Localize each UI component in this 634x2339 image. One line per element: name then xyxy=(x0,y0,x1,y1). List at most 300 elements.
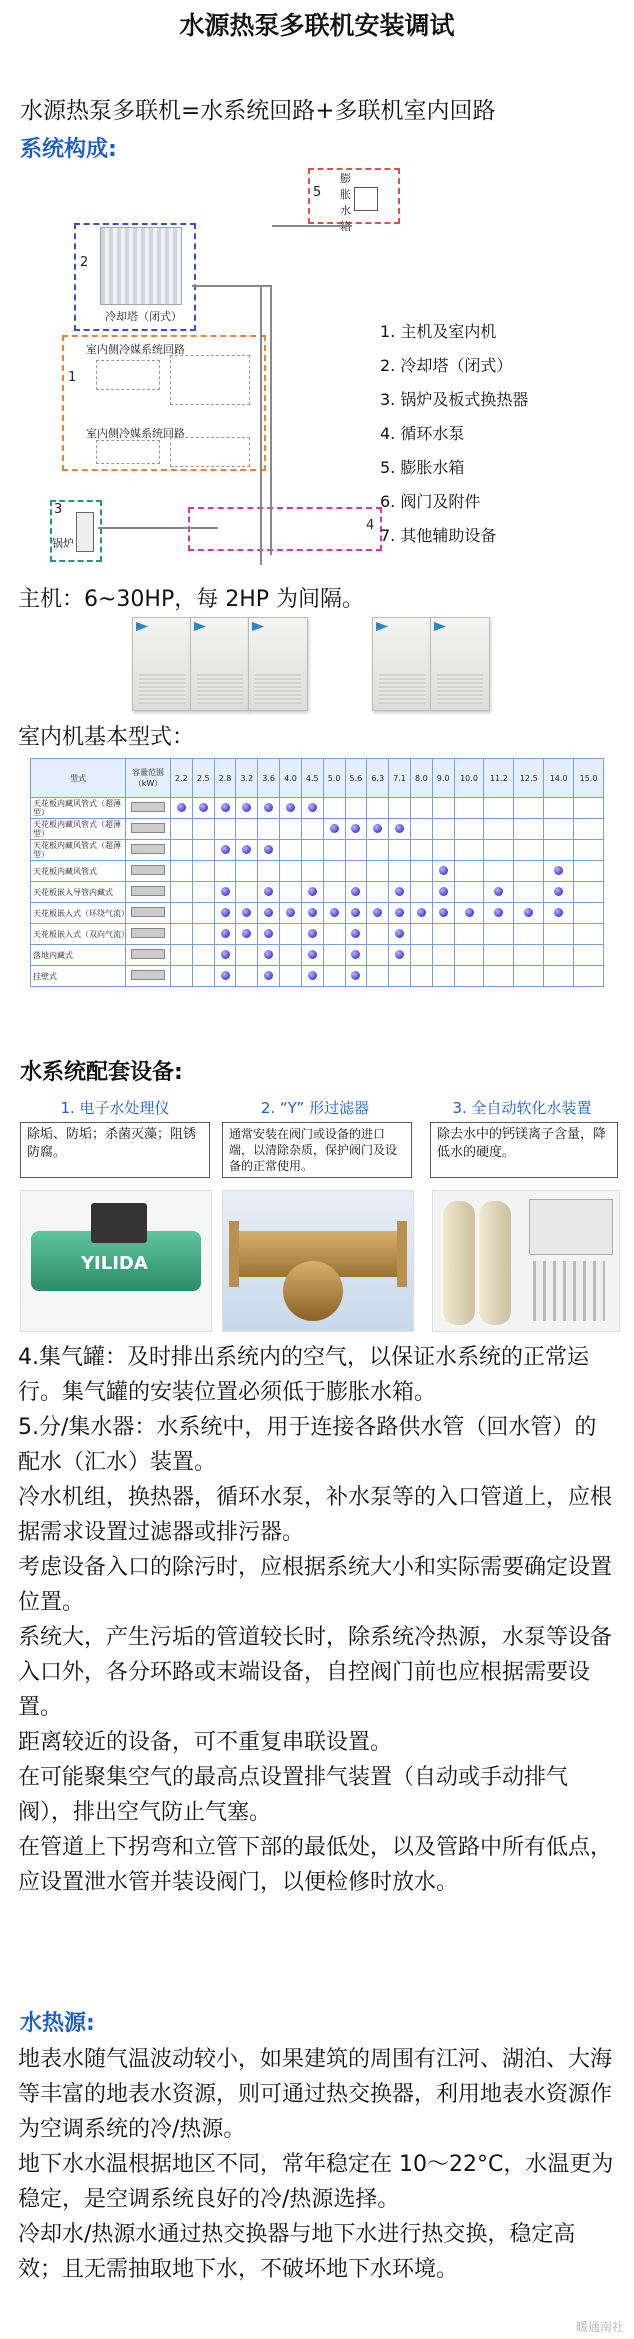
capacity-cell xyxy=(484,924,514,945)
capacity-cell xyxy=(301,903,323,924)
section-water-equipment: 水系统配套设备: xyxy=(20,1060,183,1085)
capacity-cell xyxy=(214,840,236,861)
capacity-cell xyxy=(454,966,484,987)
paragraph: 距离较近的设备，可不重复串联设置。 xyxy=(18,1730,393,1755)
equipment-heading: 3. 全自动软化水装置 xyxy=(452,1099,592,1117)
capacity-cell xyxy=(574,966,604,987)
capacity-cell xyxy=(484,798,514,819)
system-diagram xyxy=(52,165,375,565)
capacity-cell xyxy=(323,945,345,966)
capacity-cell xyxy=(454,861,484,882)
available-dot-icon xyxy=(330,908,339,917)
capacity-cell xyxy=(484,903,514,924)
available-dot-icon xyxy=(264,908,273,917)
unit-type-icon xyxy=(126,924,171,945)
capacity-header: 15.0 xyxy=(574,759,604,798)
capacity-cell xyxy=(367,861,389,882)
available-dot-icon xyxy=(524,908,533,917)
available-dot-icon xyxy=(330,824,339,833)
legend-item: 1. 主机及室内机 xyxy=(380,322,497,341)
capacity-cell xyxy=(389,882,411,903)
capacity-cell xyxy=(236,924,258,945)
capacity-cell xyxy=(454,819,484,840)
capacity-cell xyxy=(258,966,280,987)
capacity-header: 9.0 xyxy=(432,759,454,798)
main-unit-text: 主机：6~30HP，每 2HP 为间隔。 xyxy=(18,587,365,612)
capacity-cell xyxy=(214,924,236,945)
capacity-cell xyxy=(192,945,214,966)
water-pipe xyxy=(192,285,272,287)
available-dot-icon xyxy=(308,908,317,917)
capacity-cell xyxy=(323,861,345,882)
paragraph: 考虑设备入口的除污时，应根据系统大小和实际需要确定设置位置。 xyxy=(18,1555,613,1615)
capacity-cell xyxy=(192,819,214,840)
capacity-cell xyxy=(410,819,432,840)
paragraph-block xyxy=(18,2042,618,2287)
capacity-cell xyxy=(192,903,214,924)
capacity-cell xyxy=(192,861,214,882)
equipment-description: 除去水中的钙镁离子含量，降低水的硬度。 xyxy=(430,1122,618,1178)
available-dot-icon xyxy=(494,887,503,896)
table-header-row xyxy=(31,759,604,798)
capacity-cell xyxy=(214,966,236,987)
capacity-cell xyxy=(367,819,389,840)
capacity-cell xyxy=(345,840,367,861)
available-dot-icon xyxy=(264,803,273,812)
capacity-cell xyxy=(214,798,236,819)
capacity-cell xyxy=(236,966,258,987)
capacity-header: 8.0 xyxy=(410,759,432,798)
capacity-cell xyxy=(171,966,193,987)
capacity-cell xyxy=(301,861,323,882)
capacity-header: 6.3 xyxy=(367,759,389,798)
capacity-cell xyxy=(544,924,574,945)
available-dot-icon xyxy=(373,824,382,833)
capacity-cell xyxy=(280,861,302,882)
indoor-unit-table xyxy=(30,758,604,987)
capacity-cell xyxy=(544,861,574,882)
available-dot-icon xyxy=(242,845,251,854)
capacity-cell xyxy=(236,840,258,861)
capacity-cell xyxy=(280,840,302,861)
capacity-cell xyxy=(574,861,604,882)
capacity-cell xyxy=(367,798,389,819)
capacity-cell xyxy=(514,903,544,924)
capacity-cell xyxy=(389,966,411,987)
capacity-cell xyxy=(323,840,345,861)
capacity-cell xyxy=(236,903,258,924)
equipment-description: 除垢、防垢；杀菌灭藻；阻锈防腐。 xyxy=(20,1122,210,1178)
y-strainer-image xyxy=(222,1190,414,1332)
available-dot-icon xyxy=(242,803,251,812)
legend-item: 6. 阀门及附件 xyxy=(380,492,481,511)
available-dot-icon xyxy=(351,950,360,959)
capacity-cell xyxy=(236,798,258,819)
available-dot-icon xyxy=(351,824,360,833)
capacity-cell xyxy=(544,945,574,966)
capacity-cell xyxy=(214,882,236,903)
available-dot-icon xyxy=(351,908,360,917)
capacity-cell xyxy=(323,819,345,840)
capacity-cell xyxy=(280,966,302,987)
paragraph: 4.集气罐：及时排出系统内的空气，以保证水系统的正常运行。集气罐的安装位置必须低于膨胀水箱。 xyxy=(18,1345,589,1405)
available-dot-icon xyxy=(177,803,186,812)
outdoor-unit-image xyxy=(372,617,432,711)
available-dot-icon xyxy=(221,971,230,980)
table-row xyxy=(31,819,604,840)
capacity-cell xyxy=(323,882,345,903)
capacity-cell xyxy=(574,924,604,945)
available-dot-icon xyxy=(264,845,273,854)
capacity-cell xyxy=(192,840,214,861)
outdoor-unit-image xyxy=(190,617,250,711)
unit-type-name: 天花板嵌入式（环绕气流） xyxy=(31,903,126,924)
section-system: 系统构成: xyxy=(20,137,117,162)
box-number-2: 2 xyxy=(80,255,89,270)
water-pipe xyxy=(270,285,272,555)
table-row xyxy=(31,798,604,819)
available-dot-icon xyxy=(494,908,503,917)
outdoor-unit-image xyxy=(248,617,308,711)
unit-type-name: 天花板内藏风管式（超薄型） xyxy=(31,819,126,840)
capacity-cell xyxy=(484,840,514,861)
available-dot-icon xyxy=(417,908,426,917)
capacity-cell xyxy=(171,861,193,882)
capacity-cell xyxy=(454,798,484,819)
water-pipe xyxy=(98,527,218,529)
capacity-cell xyxy=(171,924,193,945)
capacity-cell xyxy=(301,840,323,861)
capacity-cell xyxy=(367,882,389,903)
capacity-cell xyxy=(280,945,302,966)
product-logo-text: YILIDA xyxy=(81,1253,148,1274)
available-dot-icon xyxy=(264,950,273,959)
available-dot-icon xyxy=(286,803,295,812)
capacity-cell xyxy=(410,903,432,924)
expansion-tank-label: 膨胀水 xyxy=(340,172,351,217)
capacity-cell xyxy=(301,882,323,903)
available-dot-icon xyxy=(395,950,404,959)
water-softener-image xyxy=(432,1190,620,1332)
available-dot-icon xyxy=(221,908,230,917)
available-dot-icon xyxy=(395,887,404,896)
capacity-cell xyxy=(544,819,574,840)
capacity-header: 11.2 xyxy=(484,759,514,798)
diagram-legend xyxy=(380,315,528,553)
capacity-cell xyxy=(258,840,280,861)
capacity-header: 7.1 xyxy=(389,759,411,798)
unit-type-icon xyxy=(126,945,171,966)
capacity-cell xyxy=(171,945,193,966)
paragraph: 在管道上下拐弯和立管下部的最低处，以及管路中所有低点，应设置泄水管并装设阀门，以便检修时放水。 xyxy=(18,1835,613,1895)
capacity-cell xyxy=(214,819,236,840)
outdoor-unit-image xyxy=(132,617,192,711)
capacity-cell xyxy=(171,819,193,840)
capacity-cell xyxy=(367,840,389,861)
capacity-cell xyxy=(367,924,389,945)
water-pipe xyxy=(260,285,262,565)
capacity-cell xyxy=(544,966,574,987)
capacity-cell xyxy=(432,798,454,819)
paragraph: 5.分/集水器：水系统中，用于连接各路供水管（回水管）的配水（汇水）装置。 xyxy=(18,1415,597,1475)
box-number-3: 3 xyxy=(54,502,63,517)
paragraph: 地下水水温根据地区不同，常年稳定在 10～22°C，水温更为稳定，是空调系统良好的冷/热源选择。 xyxy=(18,2152,614,2212)
box-number-4: 4 xyxy=(366,518,375,533)
capacity-cell xyxy=(171,840,193,861)
capacity-header: 5.6 xyxy=(345,759,367,798)
capacity-cell xyxy=(544,840,574,861)
capacity-header: 14.0 xyxy=(544,759,574,798)
unit-type-icon xyxy=(126,861,171,882)
capacity-cell xyxy=(301,924,323,945)
available-dot-icon xyxy=(351,929,360,938)
capacity-cell xyxy=(432,903,454,924)
capacity-header: 4.5 xyxy=(301,759,323,798)
heat-exchanger-icon xyxy=(76,512,94,552)
capacity-cell xyxy=(410,966,432,987)
capacity-cell xyxy=(574,882,604,903)
header-range: 容量范围（kW） xyxy=(126,759,171,798)
capacity-cell xyxy=(258,945,280,966)
capacity-cell xyxy=(410,861,432,882)
table-row xyxy=(31,882,604,903)
capacity-cell xyxy=(301,819,323,840)
capacity-cell xyxy=(214,945,236,966)
available-dot-icon xyxy=(373,908,382,917)
legend-item: 2. 冷却塔（闭式） xyxy=(380,356,513,375)
available-dot-icon xyxy=(439,887,448,896)
capacity-cell xyxy=(432,924,454,945)
capacity-cell xyxy=(389,945,411,966)
capacity-header: 4.0 xyxy=(280,759,302,798)
capacity-cell xyxy=(345,924,367,945)
capacity-cell xyxy=(280,819,302,840)
available-dot-icon xyxy=(221,929,230,938)
capacity-cell xyxy=(514,945,544,966)
page-title: 水源热泵多联机安装调试 xyxy=(179,11,455,40)
available-dot-icon xyxy=(308,950,317,959)
capacity-cell xyxy=(280,903,302,924)
indoor-types-title: 室内机基本型式： xyxy=(18,725,195,750)
capacity-cell xyxy=(484,882,514,903)
available-dot-icon xyxy=(465,908,474,917)
available-dot-icon xyxy=(351,971,360,980)
capacity-cell xyxy=(574,840,604,861)
available-dot-icon xyxy=(242,929,251,938)
capacity-cell xyxy=(258,798,280,819)
table-row xyxy=(31,861,604,882)
water-processor-image xyxy=(20,1190,212,1332)
equipment-description: 通常安装在阀门或设备的进口端，以清除杂质，保护阀门及设备的正常使用。 xyxy=(222,1122,412,1178)
indoor-loop-label-1: 室内侧冷媒系统回路 xyxy=(86,343,185,356)
capacity-cell xyxy=(301,798,323,819)
unit-type-name: 天花板嵌入式（双向气流） xyxy=(31,924,126,945)
capacity-cell xyxy=(432,966,454,987)
watermark: 暖通南社 xyxy=(575,2320,624,2334)
capacity-cell xyxy=(454,840,484,861)
capacity-header: 3.6 xyxy=(258,759,280,798)
legend-item: 3. 锅炉及板式换热器 xyxy=(380,390,529,409)
capacity-cell xyxy=(214,903,236,924)
legend-item: 5. 膨胀水箱 xyxy=(380,458,465,477)
capacity-header: 12.5 xyxy=(514,759,544,798)
available-dot-icon xyxy=(395,824,404,833)
capacity-cell xyxy=(214,861,236,882)
capacity-cell xyxy=(171,882,193,903)
paragraph: 系统大，产生污垢的管道较长时，除系统冷热源，水泵等设备入口外，各分环路或末端设备，自控阀门前也应根据需要设置。 xyxy=(18,1625,613,1720)
legend-item: 7. 其他辅助设备 xyxy=(380,526,497,545)
available-dot-icon xyxy=(286,908,295,917)
capacity-cell xyxy=(171,798,193,819)
cooling-tower-label: 冷却塔（闭式） xyxy=(105,310,182,323)
capacity-cell xyxy=(484,819,514,840)
paragraph: 地表水随气温波动较小，如果建筑的周围有江河、湖泊、大海等丰富的地表水资源，则可通过热交换器，利用地表水资源作为空调系统的冷/热源。 xyxy=(18,2047,613,2142)
capacity-cell xyxy=(544,903,574,924)
capacity-cell xyxy=(323,966,345,987)
capacity-cell xyxy=(258,903,280,924)
capacity-cell xyxy=(280,882,302,903)
capacity-cell xyxy=(345,798,367,819)
capacity-cell xyxy=(514,798,544,819)
table-row xyxy=(31,903,604,924)
available-dot-icon xyxy=(395,929,404,938)
capacity-header: 10.0 xyxy=(454,759,484,798)
capacity-cell xyxy=(258,924,280,945)
capacity-cell xyxy=(514,882,544,903)
capacity-cell xyxy=(367,903,389,924)
capacity-cell xyxy=(192,882,214,903)
available-dot-icon xyxy=(264,887,273,896)
capacity-cell xyxy=(345,945,367,966)
table-row xyxy=(31,945,604,966)
capacity-cell xyxy=(236,819,258,840)
indoor-units-icon xyxy=(170,437,250,467)
indoor-loop-label-2: 室内侧冷媒系统回路 xyxy=(86,427,185,440)
paragraph: 在可能聚集空气的最高点设置排气装置（自动或手动排气阀），排出空气防止气塞。 xyxy=(18,1765,569,1825)
capacity-cell xyxy=(367,945,389,966)
unit-type-icon xyxy=(126,903,171,924)
indoor-units-icon xyxy=(170,355,250,405)
paragraph-block xyxy=(18,1340,618,1900)
capacity-cell xyxy=(389,903,411,924)
capacity-cell xyxy=(345,819,367,840)
capacity-header: 2.5 xyxy=(192,759,214,798)
box-number-5: 5 xyxy=(313,185,322,200)
capacity-cell xyxy=(410,924,432,945)
capacity-cell xyxy=(389,840,411,861)
unit-type-icon xyxy=(126,882,171,903)
capacity-cell xyxy=(258,819,280,840)
capacity-header: 3.2 xyxy=(236,759,258,798)
capacity-cell xyxy=(574,903,604,924)
table-row xyxy=(31,840,604,861)
capacity-cell xyxy=(410,798,432,819)
capacity-cell xyxy=(484,966,514,987)
capacity-cell xyxy=(389,798,411,819)
capacity-cell xyxy=(367,966,389,987)
unit-type-icon xyxy=(126,819,171,840)
available-dot-icon xyxy=(351,887,360,896)
capacity-cell xyxy=(432,861,454,882)
indoor-units-icon xyxy=(96,360,160,390)
capacity-cell xyxy=(192,966,214,987)
unit-type-name: 天花板内藏风管式（超薄型） xyxy=(31,840,126,861)
capacity-header: 2.8 xyxy=(214,759,236,798)
capacity-cell xyxy=(280,924,302,945)
capacity-cell xyxy=(410,840,432,861)
indoor-units-icon xyxy=(96,440,160,464)
equipment-heading: 2. “Y” 形过滤器 xyxy=(260,1099,370,1117)
capacity-cell xyxy=(574,798,604,819)
legend-item: 4. 循环水泵 xyxy=(380,424,465,443)
capacity-cell xyxy=(484,945,514,966)
capacity-cell xyxy=(544,798,574,819)
available-dot-icon xyxy=(439,908,448,917)
boiler-label: 锅炉 xyxy=(52,537,74,550)
capacity-header: 2.2 xyxy=(171,759,193,798)
capacity-cell xyxy=(410,945,432,966)
table-row xyxy=(31,924,604,945)
equipment-heading: 1. 电子水处理仪 xyxy=(60,1099,170,1117)
capacity-cell xyxy=(432,840,454,861)
unit-type-name: 天花板内藏风管式（超薄型） xyxy=(31,798,126,819)
capacity-cell xyxy=(345,861,367,882)
available-dot-icon xyxy=(264,971,273,980)
capacity-cell xyxy=(514,966,544,987)
available-dot-icon xyxy=(308,803,317,812)
paragraph: 冷却水/热源水通过热交换器与地下水进行热交换，稳定高效；且无需抽取地下水，不破坏地下水环境。 xyxy=(18,2222,576,2282)
capacity-cell xyxy=(301,945,323,966)
capacity-cell xyxy=(192,924,214,945)
available-dot-icon xyxy=(221,887,230,896)
capacity-cell xyxy=(345,903,367,924)
available-dot-icon xyxy=(221,845,230,854)
capacity-cell xyxy=(514,819,544,840)
capacity-cell xyxy=(544,882,574,903)
capacity-cell xyxy=(171,903,193,924)
capacity-cell xyxy=(258,861,280,882)
capacity-cell xyxy=(192,798,214,819)
unit-type-icon xyxy=(126,840,171,861)
capacity-cell xyxy=(389,924,411,945)
available-dot-icon xyxy=(199,803,208,812)
available-dot-icon xyxy=(221,950,230,959)
capacity-cell xyxy=(574,819,604,840)
header-type: 型式 xyxy=(31,759,126,798)
capacity-cell xyxy=(323,903,345,924)
available-dot-icon xyxy=(554,866,563,875)
capacity-cell xyxy=(236,882,258,903)
capacity-cell xyxy=(410,882,432,903)
capacity-cell xyxy=(432,819,454,840)
capacity-header: 5.0 xyxy=(323,759,345,798)
capacity-cell xyxy=(454,924,484,945)
capacity-cell xyxy=(301,966,323,987)
capacity-cell xyxy=(280,798,302,819)
capacity-cell xyxy=(454,903,484,924)
capacity-cell xyxy=(323,798,345,819)
unit-type-name: 天花板内藏风管式 xyxy=(31,861,126,882)
capacity-cell xyxy=(236,945,258,966)
available-dot-icon xyxy=(264,929,273,938)
capacity-cell xyxy=(258,882,280,903)
box-number-1: 1 xyxy=(68,370,77,385)
outdoor-unit-image xyxy=(430,617,490,711)
cooling-tower-icon xyxy=(100,227,182,305)
capacity-cell xyxy=(345,882,367,903)
capacity-cell xyxy=(432,945,454,966)
available-dot-icon xyxy=(308,929,317,938)
